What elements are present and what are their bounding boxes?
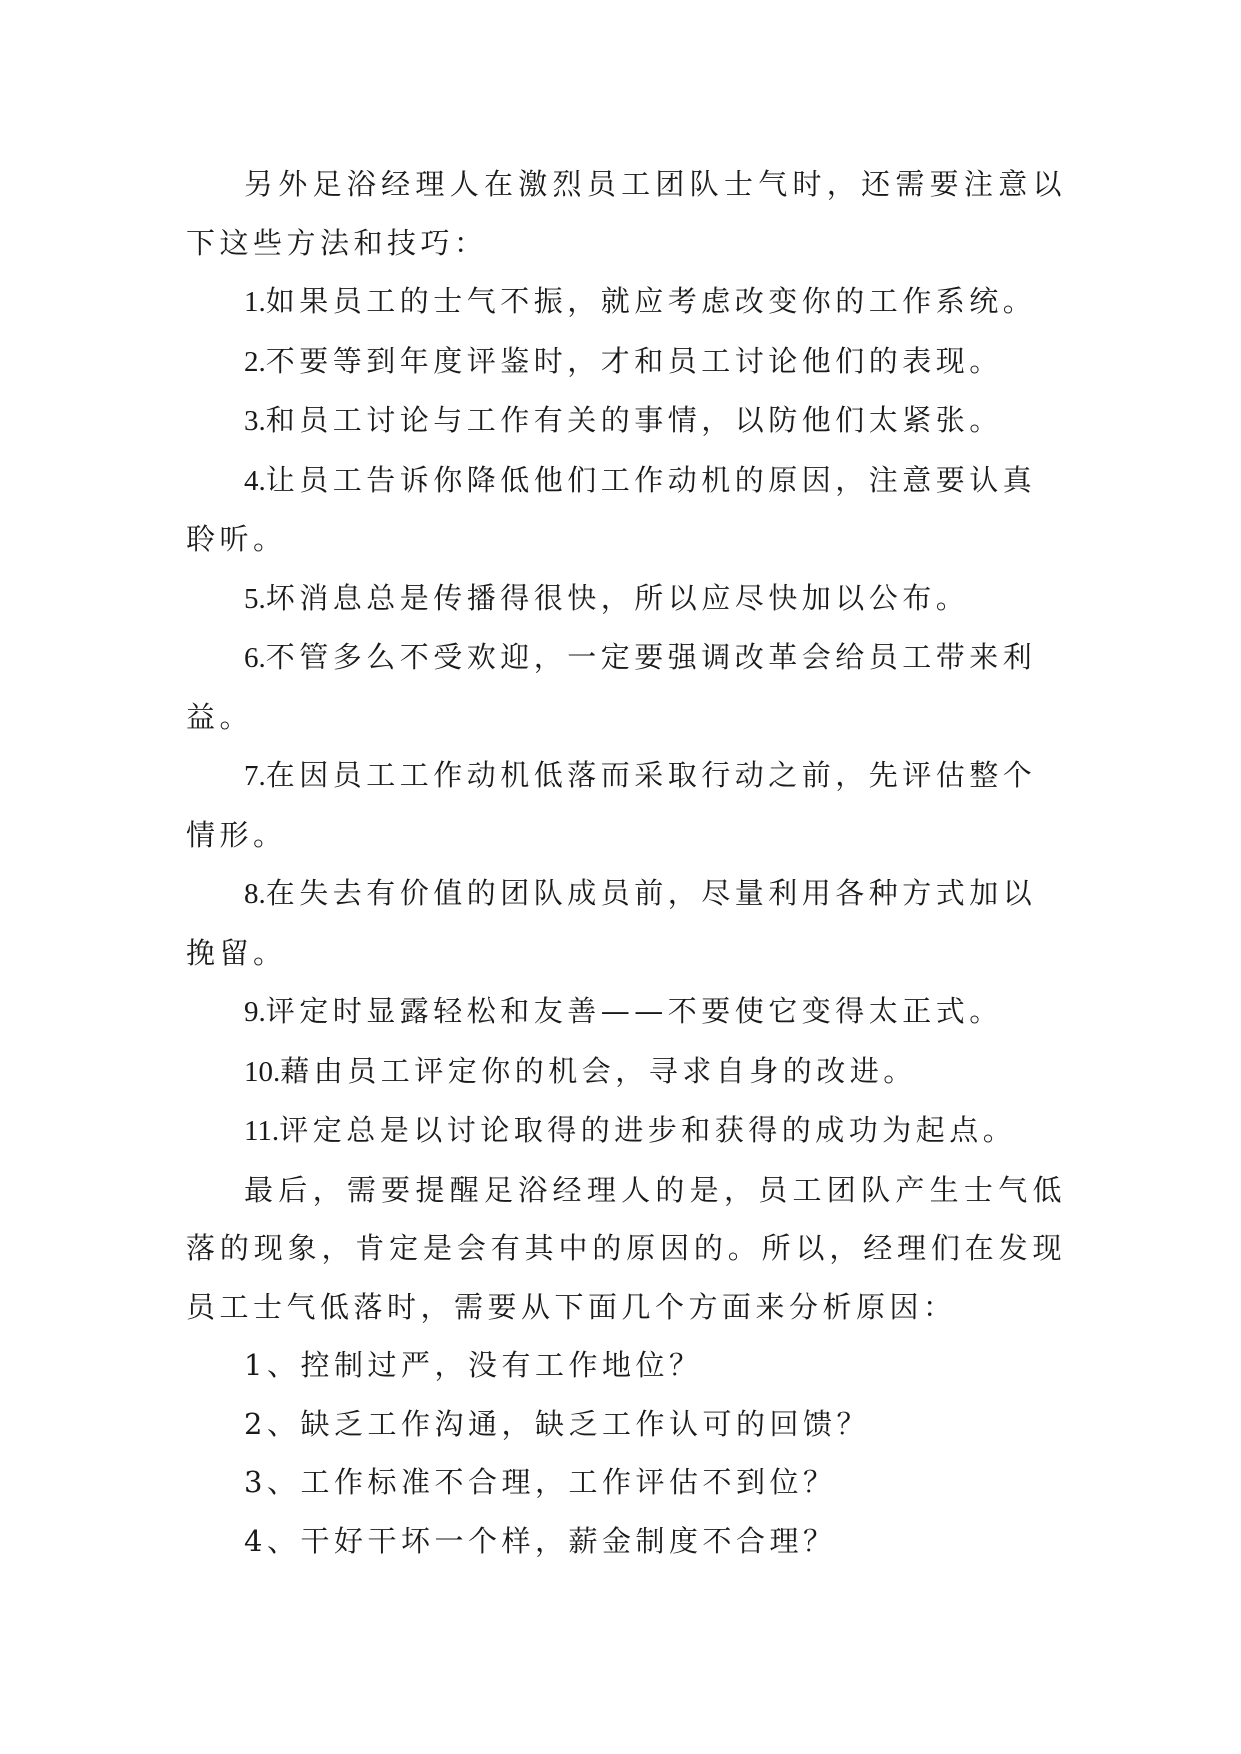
item-number: 7. [244,760,266,792]
item-number: 5. [244,582,266,615]
item-number: 6. [244,642,266,674]
list-item [186,864,1066,982]
item-text: 如果员工的士气不振，就应考虑改变你的工作系统。 [265,284,1037,318]
list-item [186,391,1066,451]
list-item [186,1101,1066,1161]
item-text: 在因员工工作动机低落而采取行动之前，先评估整个情形。 [186,758,1037,852]
question-item: 4、干好干坏一个样，薪金制度不合理？ [244,1523,837,1558]
item-text: 藉由员工评定你的机会，寻求自身的改进。 [280,1053,917,1088]
item-text: 坏消息总是传播得很快，所以应尽快加以公布。 [265,580,970,615]
list-item [186,569,1066,629]
document-body [186,155,1066,1570]
item-number: 1. [244,286,266,318]
item-text: 评定总是以讨论取得的进步和获得的成功为起点。 [279,1113,1017,1147]
item-number: 2. [244,345,266,378]
item-text: 让员工告诉你降低他们工作动机的原因，注意要认真聆听。 [186,462,1037,556]
list-item [186,982,1066,1042]
list-item [186,451,1066,569]
item-text: 在失去有价值的团队成员前，尽量利用各种方式加以挽留。 [186,876,1037,970]
question-item: 3、工作标准不合理，工作评估不到位？ [244,1465,837,1499]
list-item [186,628,1066,746]
list-item [186,332,1066,392]
list-item [186,1042,1066,1102]
item-text: 和员工讨论与工作有关的事情，以防他们太紧张。 [265,403,1003,437]
conclusion-paragraph: 最后，需要提醒足浴经理人的是，员工团队产生士气低落的现象，肯定是会有其中的原因的。所以，经理们在发现员工士气低落时，需要从下面几个方面来分析原因： [186,1172,1066,1324]
item-text: 不要等到年度评鉴时，才和员工讨论他们的表现。 [265,343,1003,378]
item-number: 9. [244,996,266,1028]
list-item [186,746,1066,864]
item-number: 11. [244,1115,280,1147]
item-number: 3. [244,405,266,437]
question-item: 1、控制过严，没有工作地位？ [244,1348,703,1382]
item-number: 4. [244,464,266,497]
questions-list [186,1336,1066,1570]
item-number: 10. [244,1055,281,1088]
intro-paragraph: 另外足浴经理人在激烈员工团队士气时，还需要注意以下这些方法和技巧： [186,167,1066,260]
item-text: 评定时显露轻松和友善——不要使它变得太正式。 [265,994,1003,1028]
item-text: 不管多么不受欢迎，一定要强调改革会给员工带来利益。 [186,640,1037,734]
question-item: 2、缺乏工作沟通，缺乏工作认可的回馈？ [244,1406,870,1441]
item-number: 8. [244,878,266,910]
tips-list [186,272,1066,1161]
list-item [186,272,1066,332]
